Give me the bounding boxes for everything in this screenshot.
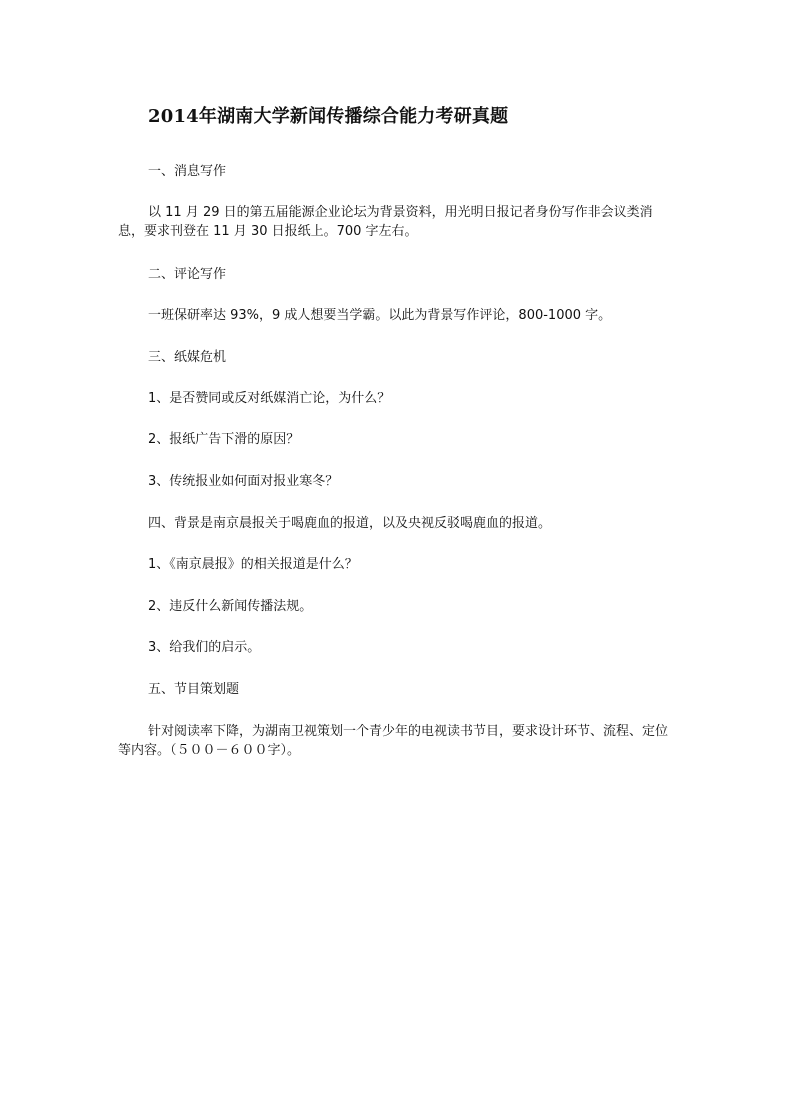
question-item: 2、违反什么新闻传播法规。	[148, 599, 313, 614]
section-heading-print-media-crisis: 三、纸媒危机	[148, 350, 227, 365]
section-heading-news-writing: 一、消息写作	[148, 164, 227, 179]
section-paragraph-program-planning: 针对阅读率下降，为湖南卫视策划一个青少年的电视读书节目，要求设计环节、流程、定位等内容。（５００－６００字）。	[118, 724, 669, 758]
question-item: 1、《南京晨报》的相关报道是什么？	[148, 557, 358, 572]
section-heading-commentary-writing: 二、评论写作	[148, 267, 227, 282]
question-item: 2、报纸广告下滑的原因？	[148, 432, 300, 447]
question-item: 3、传统报业如何面对报业寒冬？	[148, 474, 339, 489]
section-heading-deer-blood-report: 四、背景是南京晨报关于喝鹿血的报道，以及央视反驳喝鹿血的报道。	[148, 516, 552, 531]
question-item: 1、是否赞同或反对纸媒消亡论，为什么？	[148, 391, 391, 406]
question-item: 3、给我们的启示。	[148, 640, 261, 655]
section-paragraph-news-writing: 以 11 月 29 日的第五届能源企业论坛为背景资料，用光明日报记者身份写作非会议类消息，要求刊登在 11 月 30 日报纸上。700 字左右。	[118, 205, 653, 239]
document-title: 2014年湖南大学新闻传播综合能力考研真题	[148, 106, 509, 127]
section-paragraph-commentary-writing: 一班保研率达 93%，9 成人想要当学霸。以此为背景写作评论，800-1000 字。	[148, 308, 612, 323]
section-heading-program-planning: 五、节目策划题	[148, 682, 240, 697]
